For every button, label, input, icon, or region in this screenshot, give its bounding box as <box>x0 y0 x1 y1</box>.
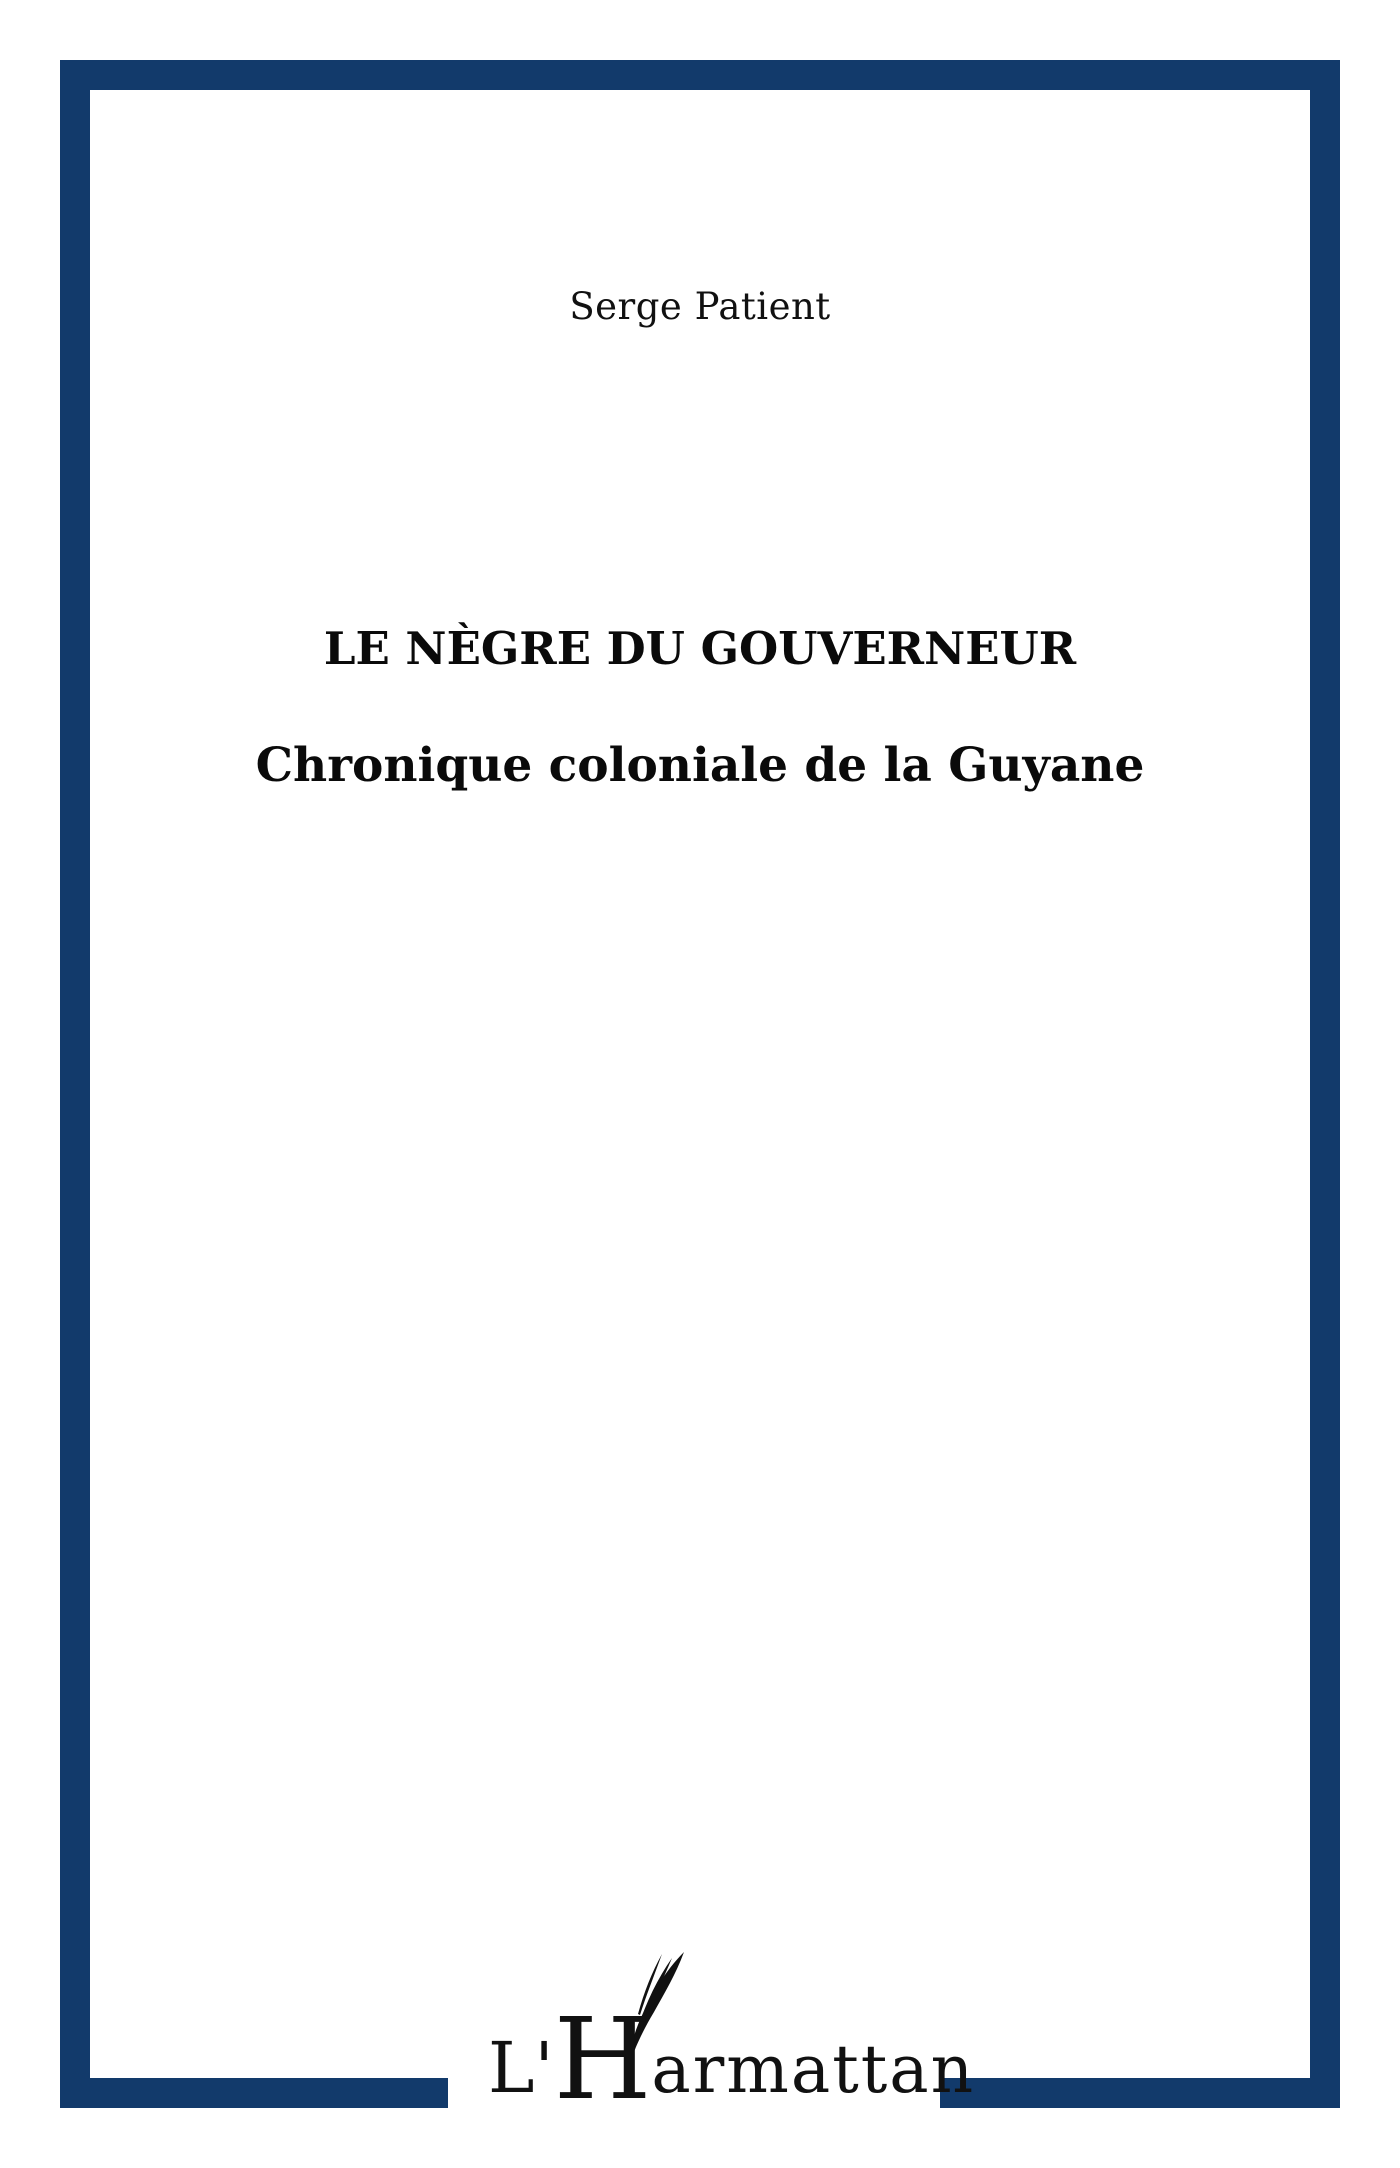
publisher-logo <box>488 1950 976 2125</box>
book-subtitle: Chronique coloniale de la Guyane <box>255 738 1145 793</box>
author-name: Serge Patient <box>569 285 831 328</box>
publisher-wordmark: L'Harmattan <box>488 1995 976 2125</box>
cover-frame <box>60 60 1340 2125</box>
book-title: LE NÈGRE DU GOUVERNEUR <box>323 622 1077 675</box>
